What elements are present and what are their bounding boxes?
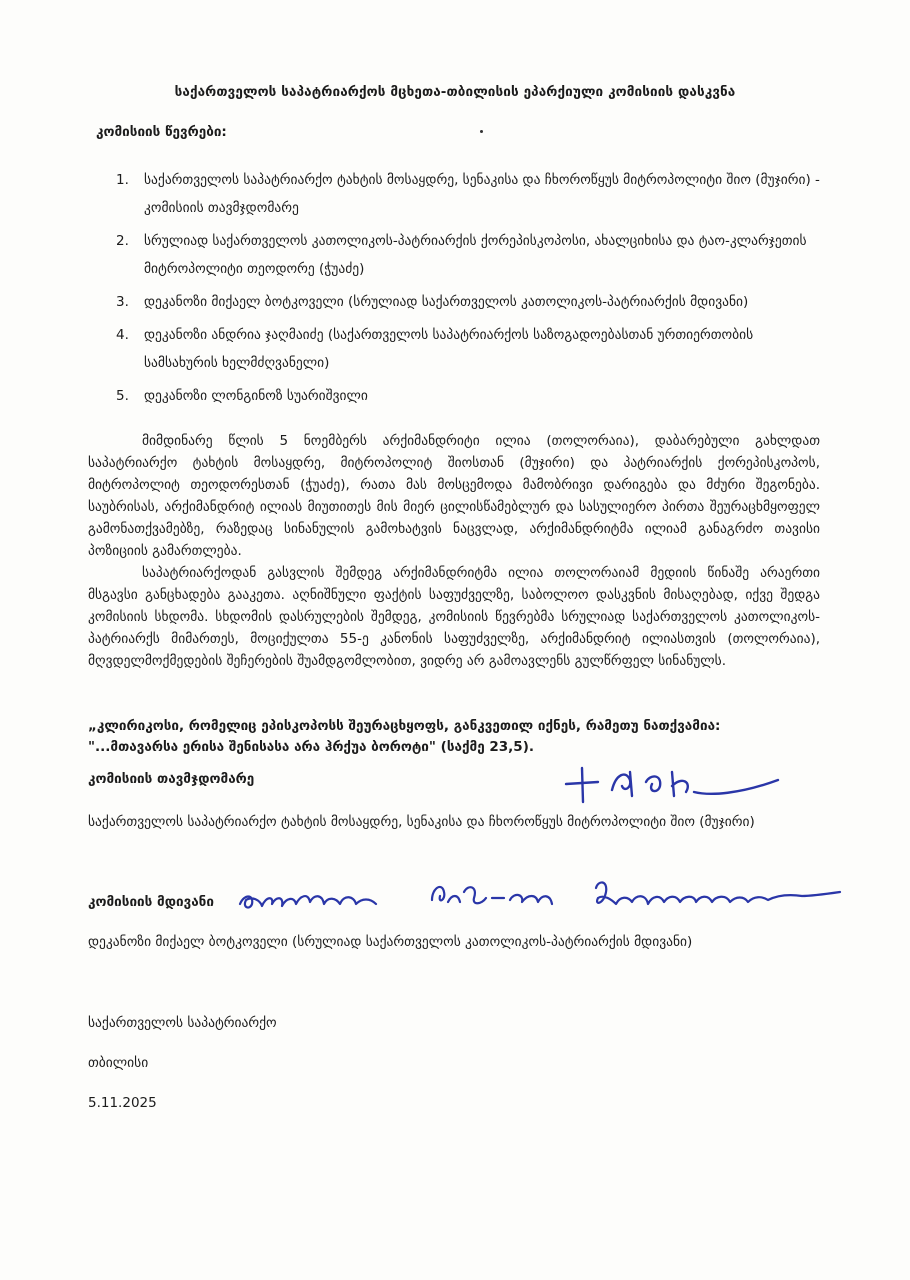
chairman-label: კომისიის თავმჯდომარე (88, 771, 255, 787)
list-item-number: 1. (116, 172, 129, 188)
list-item-text: დეკანოზი მიქაელ ბოტკოველი (სრულიად საქართველოს კათოლიკოს-პატრიარქის მდივანი) (144, 294, 749, 310)
list-item-number: 5. (116, 388, 129, 404)
list-item-number: 3. (116, 294, 129, 310)
list-item-text: საქართველოს საპატრიარქო ტახტის მოსაყდრე, სენაკისა და ჩხოროწყუს მიტროპოლიტი შიო (მუჯირი) - კომისიის თავმჯდომარე (144, 172, 820, 216)
document-title: საქართველოს საპატრიარქოს მცხეთა-თბილისის ეპარქიული კომისიის დასკვნა (174, 84, 736, 100)
footer-date: 5.11.2025 (88, 1095, 157, 1111)
chairman-name: საქართველოს საპატრიარქო ტახტის მოსაყდრე, სენაკისა და ჩხოროწყუს მიტროპოლიტი შიო (მუჯირი) (88, 814, 755, 830)
list-item (116, 288, 821, 316)
list-item-text: დეკანოზი ანდრია ჯაღმაიძე (საქართველოს საპატრიარქოს საზოგადოებასთან ურთიერთობის სამსახურის ხელმძღვანელი) (144, 327, 754, 371)
list-item (116, 227, 821, 283)
list-item-text: სრულიად საქართველოს კათოლიკოს-პატრიარქის ქორეპისკოპოსი, ახალციხისა და ტაო-კლარჯეთის მიტროპოლიტი თეოდორე (ჭუაძე) (144, 233, 807, 277)
secretary-name: დეკანოზი მიქაელ ბოტკოველი (სრულიად საქართველოს კათოლიკოს-პატრიარქის მდივანი) (88, 934, 693, 950)
members-list (116, 166, 821, 415)
quote-line-1: „კლირიკოსი, რომელიც ეპისკოპოსს შეურაცხყოფს, განკვეთილ იქნეს, რამეთუ ნათქვამია: (88, 718, 721, 734)
list-item (116, 166, 821, 222)
list-item-number: 4. (116, 327, 129, 343)
body-text (88, 430, 820, 672)
secretary-signature (236, 870, 846, 918)
paragraph-2: საპატრიარქოდან გასვლის შემდეგ არქიმანდრიტმა ილია თოლორაიამ მედიის წინაშე არაერთი მსგავსი განცხადება გააკეთა. აღნიშნული ფაქტის საფუძველზე, საბოლოო დასკვნის მისაღებად, იქვე შედგა კომისიის სხდომა. სხდომის დასრულების შემდეგ, კომისიის წევრებმა სრულიად საქართველოს კათოლიკოს-პატრიარქს მიმართეს, მოციქულთა 55-ე კანონის საფუძველზე, არქიმანდრიტ ილიასთვის (თოლორაია), მღვდელმოქმედების შეჩერების შუამდგომლობით, ვიდრე არ გამოავლენს გულწრფელ სინანულს. (88, 565, 820, 669)
secretary-label: კომისიის მდივანი (88, 894, 214, 910)
chairman-signature (560, 762, 790, 808)
stray-mark (480, 130, 483, 133)
footer-organization: საქართველოს საპატრიარქო (88, 1015, 277, 1031)
paragraph-1: მიმდინარე წლის 5 ნოემბერს არქიმანდრიტი ილია (თოლორაია), დაბარებული გახლდათ საპატრიარქო ტახტის მოსაყდრე, მიტროპოლიტ შიოსთან (მუჯირი) და პატრიარქის ქორეპისკოპოს, მიტროპოლიტ თეოდორესთან (ჭუაძე), რათა მას მოსცემოდა მამობრივი დარიგება და მძური შეგონება. საუბრისას, არქიმანდრიტ ილიას მიუთითეს მის მიერ ცილისწამებლურ და სასულიერო პირთა შეურაცხმყოფელ გამონათქვამებზე, რაზედაც სინანულის გამოხატვის ნაცვლად, არქიმანდრიტმა ილიამ განაგრძო თავისი პოზიციის გამართლება. (88, 433, 820, 559)
list-item (116, 382, 821, 410)
list-item-text: დეკანოზი ლონგინოზ სუარიშვილი (144, 388, 368, 404)
members-heading: კომისიის წევრები: (96, 124, 227, 140)
list-item-number: 2. (116, 233, 129, 249)
footer-city: თბილისი (88, 1055, 149, 1071)
canon-quote (88, 716, 828, 758)
list-item (116, 321, 821, 377)
quote-line-2: "...მთავარსა ერისა შენისასა არა ჰრქუა ბოროტი" (საქმე 23,5). (88, 739, 534, 755)
